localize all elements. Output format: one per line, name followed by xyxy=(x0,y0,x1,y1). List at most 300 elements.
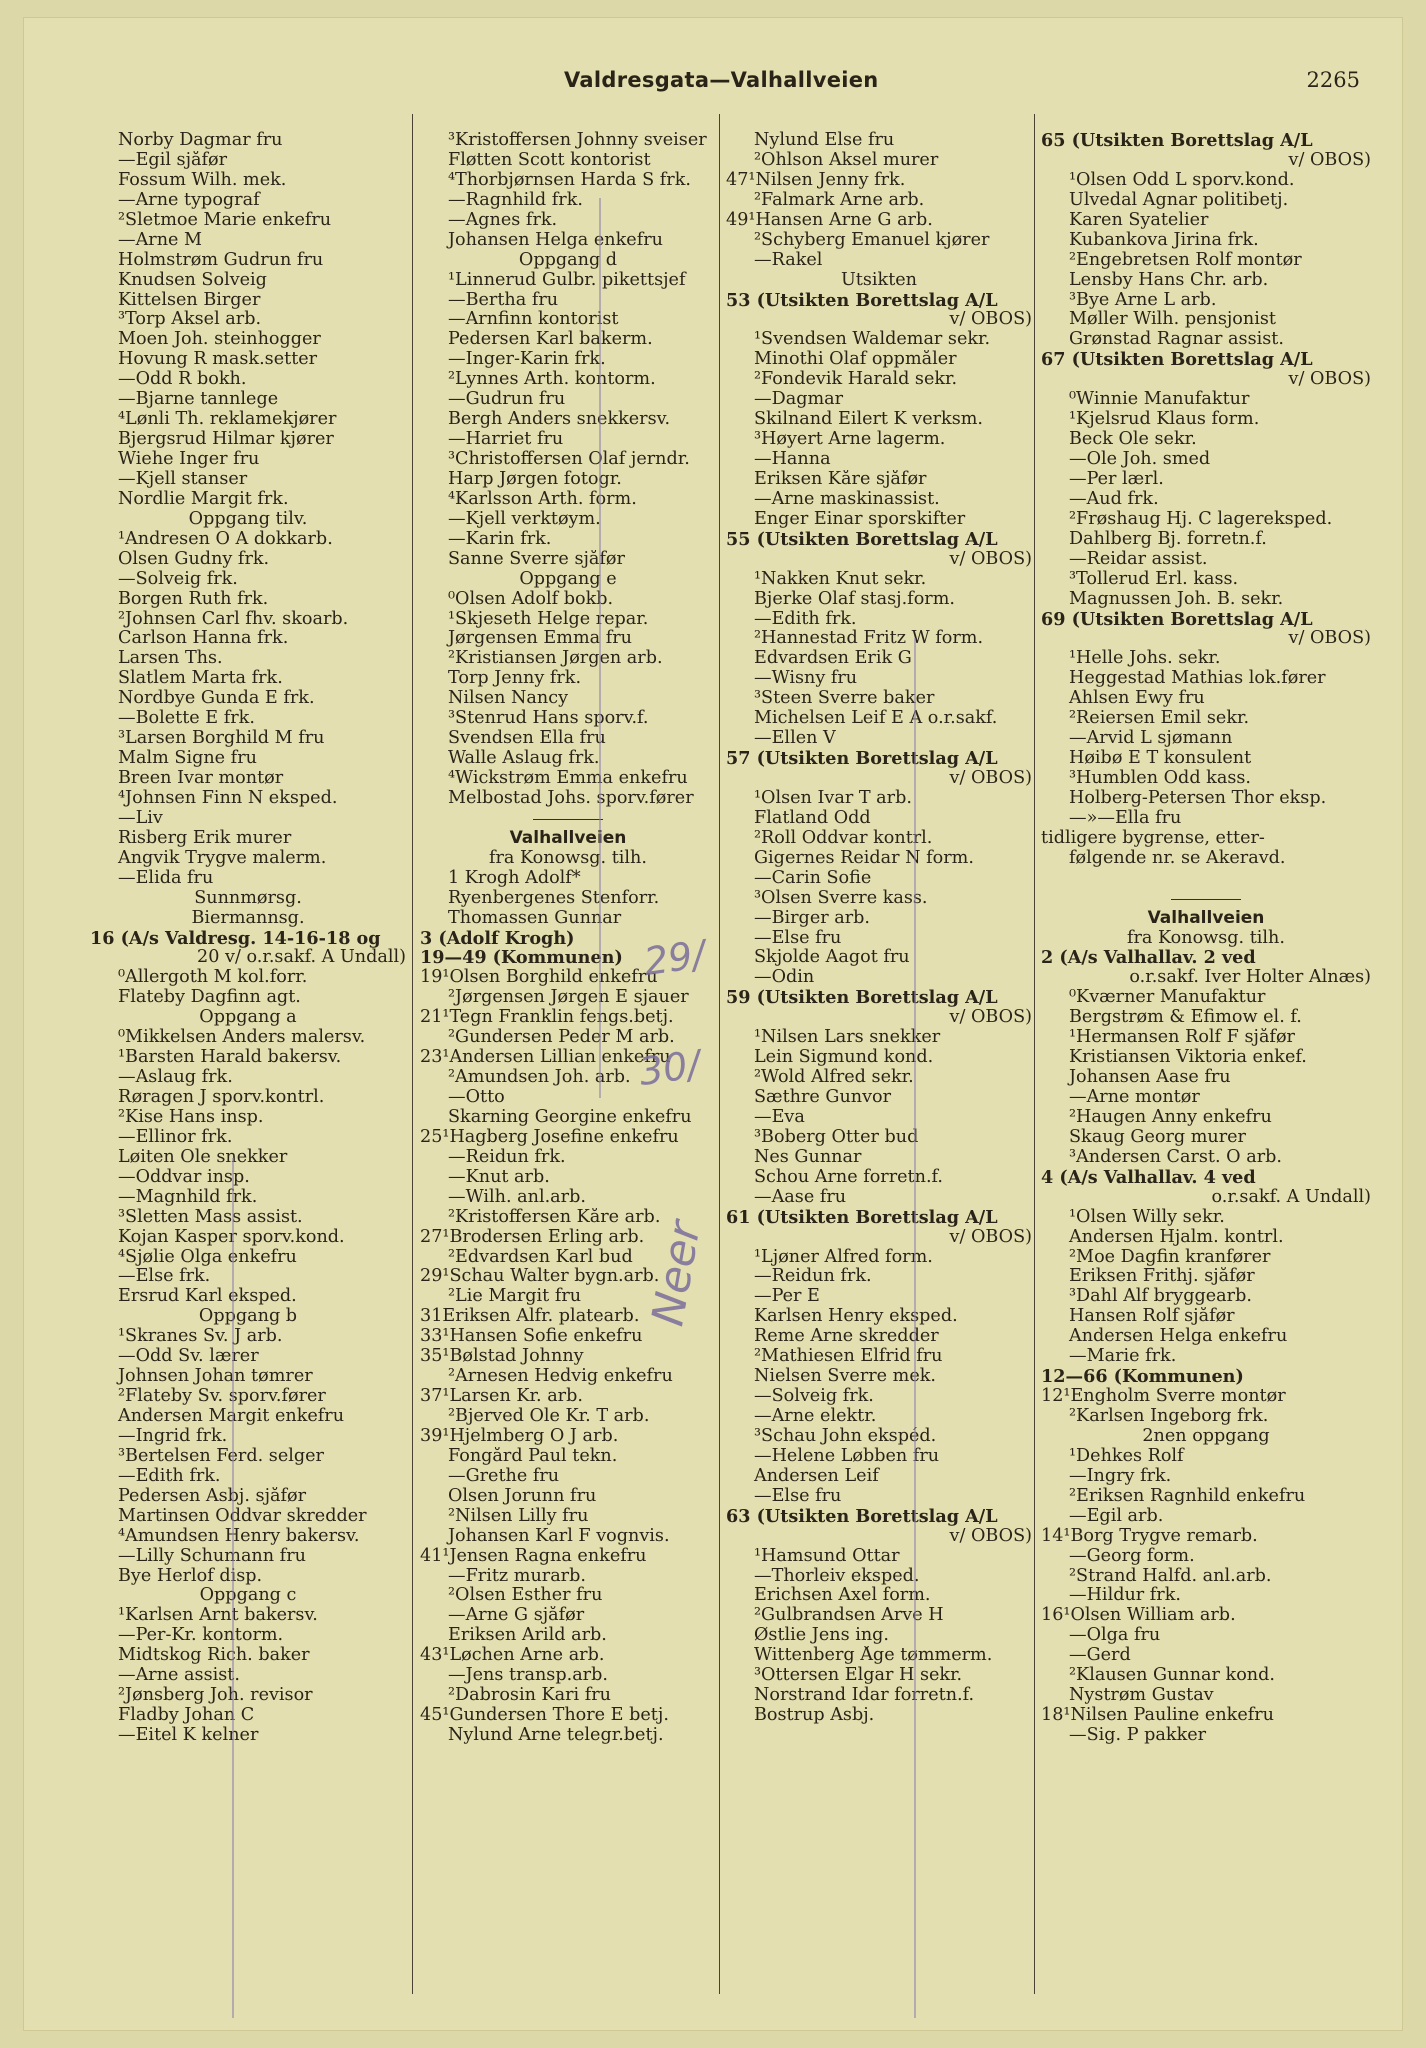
directory-entry: Skaug Georg murer xyxy=(1069,1127,1246,1147)
directory-entry: Beck Ole sekr. xyxy=(1069,430,1197,450)
directory-entry: Knudsen Solveig xyxy=(118,270,267,290)
directory-entry: 19—49 (Kommunen) xyxy=(420,948,623,969)
pencil-line xyxy=(914,638,916,2018)
directory-entry: —Georg form. xyxy=(1069,1546,1195,1566)
directory-entry: ¹Hermansen Rolf F sjåfør xyxy=(1069,1028,1295,1048)
directory-entry: Utsikten xyxy=(840,270,918,290)
directory-entry: —Edith frk. xyxy=(118,1466,221,1486)
directory-entry: ¹Svendsen Waldemar sekr. xyxy=(754,330,991,350)
directory-entry: ³Christoffersen Olaf jerndr. xyxy=(448,450,690,469)
directory-entry: ²Lie Margit fru xyxy=(448,1287,582,1307)
directory-entry: —Dagmar xyxy=(754,390,844,410)
directory-entry: Nilsen Nancy xyxy=(448,689,569,709)
directory-entry: —Eitel K kelner xyxy=(118,1726,259,1745)
directory-entry: —Kjell stanser xyxy=(118,469,248,489)
directory-entry: Moen Joh. steinhogger xyxy=(118,330,321,350)
directory-entry: Valhallveien xyxy=(509,828,627,848)
directory-entry: 12—66 (Kommunen) xyxy=(1041,1367,1244,1388)
directory-entry: v/ OBOS) xyxy=(949,1227,1032,1247)
directory-entry: v/ OBOS) xyxy=(949,310,1032,330)
directory-entry: ³Høyert Arne lagerm. xyxy=(754,430,946,450)
directory-entry: Holberg-Petersen Thor eksp. xyxy=(1069,788,1327,808)
directory-entry: Fossum Wilh. mek. xyxy=(118,170,287,190)
directory-entry: Fongård Paul tekn. xyxy=(448,1446,618,1466)
directory-entry: Norby Dagmar fru xyxy=(118,131,283,150)
directory-entry: Magnussen Joh. B. sekr. xyxy=(1069,589,1284,609)
directory-entry: Løiten Ole snekker xyxy=(118,1147,288,1167)
directory-entry: 53 (Utsikten Borettslag A/L xyxy=(726,290,998,311)
directory-entry: —Arne elektr. xyxy=(754,1407,877,1426)
directory-entry: 61 (Utsikten Borettslag A/L xyxy=(726,1207,998,1228)
directory-entry: ⁴Amundsen Henry bakersv. xyxy=(118,1526,360,1546)
directory-entry: Sunnmørsg. xyxy=(194,888,302,908)
directory-entry: fra Konowsg. tilh. xyxy=(489,848,647,868)
directory-entry xyxy=(1041,889,1371,909)
directory-entry: Edvardsen Erik G xyxy=(754,649,912,669)
directory-entry: Nystrøm Gustav xyxy=(1069,1686,1214,1706)
directory-entry: —Reidar assist. xyxy=(1069,549,1208,569)
directory-entry: fra Konowsg. tilh. xyxy=(1127,928,1285,948)
directory-entry: Andersen Helga enkefru xyxy=(1069,1327,1288,1347)
directory-entry: 19¹Olsen Borghild enkefru xyxy=(420,968,658,988)
directory-entry: Karen Syatelier xyxy=(1069,210,1209,230)
directory-entry: Hansen Rolf sjåfør xyxy=(1069,1307,1235,1327)
directory-entry: 37¹Larsen Kr. arb. xyxy=(420,1387,583,1407)
directory-entry: Heggestad Mathias lok.fører xyxy=(1069,669,1326,689)
directory-entry xyxy=(420,809,716,829)
directory-entry: Larsen Ths. xyxy=(118,649,223,669)
directory-entry: ¹Olsen Willy sekr. xyxy=(1069,1207,1225,1227)
directory-entry: ²Gulbrandsen Arve H xyxy=(754,1606,944,1626)
directory-entry: —Per-Kr. kontorm. xyxy=(118,1626,284,1646)
directory-entry: Nes Gunnar xyxy=(754,1147,862,1167)
page-header xyxy=(24,68,1402,108)
directory-entry: Skarning Georgine enkefru xyxy=(448,1107,692,1127)
directory-entry: ⁰Winnie Manufaktur xyxy=(1069,390,1250,410)
directory-entry: tidligere bygrense, etter- xyxy=(1041,828,1265,848)
directory-entry: —Arne maskinassist. xyxy=(754,489,940,509)
directory-entry: Johansen Karl F vognvis. xyxy=(448,1526,670,1546)
directory-entry: ²Kristiansen Jørgen arb. xyxy=(448,649,663,669)
directory-entry: Nylund Arne telegr.betj. xyxy=(448,1726,664,1745)
directory-entry: Høibø E T konsulent xyxy=(1069,749,1252,769)
directory-entry: ¹Barsten Harald bakersv. xyxy=(118,1048,342,1068)
directory-entry: Sæthre Gunvor xyxy=(754,1088,892,1107)
directory-entry: Carlson Hanna frk. xyxy=(118,629,289,649)
directory-entry: —Bjarne tannlege xyxy=(118,390,279,410)
directory-entry: Kojan Kasper sporv.kond. xyxy=(118,1227,345,1247)
directory-entry: Pedersen Karl bakerm. xyxy=(448,330,653,350)
directory-entry: —Ellen V xyxy=(754,729,836,749)
directory-entry: Andersen Hjalm. kontrl. xyxy=(1069,1227,1284,1247)
directory-entry: ²Roll Oddvar kontrl. xyxy=(754,828,933,848)
directory-entry: ¹Karlsen Arnt bakersv. xyxy=(118,1606,318,1626)
directory-entry: ¹Skranes Sv. J arb. xyxy=(118,1327,283,1347)
directory-entry: —»—Ella fru xyxy=(1069,808,1182,828)
directory-entry: —Gudrun fru xyxy=(448,390,566,410)
directory-entry: Nordlie Margit frk. xyxy=(118,489,289,509)
directory-entry: Breen Ivar montør xyxy=(118,769,284,788)
directory-entry: Johansen Aase fru xyxy=(1069,1068,1231,1088)
directory-entry: 41¹Jensen Ragna enkefru xyxy=(420,1546,647,1566)
directory-entry: 45¹Gundersen Thore E betj. xyxy=(420,1706,669,1726)
directory-entry: —Marie frk. xyxy=(1069,1347,1177,1367)
directory-entry: —Ingry frk. xyxy=(1069,1466,1172,1486)
directory-entry: 57 (Utsikten Borettslag A/L xyxy=(726,749,998,769)
directory-entry: Fløtten Scott kontorist xyxy=(448,150,651,170)
directory-entry: ³Sletten Mass assist. xyxy=(118,1207,303,1227)
directory-entry: 21¹Tegn Franklin fengs.betj. xyxy=(420,1008,674,1028)
directory-entry: o.r.sakf. A Undall) xyxy=(1211,1187,1371,1207)
directory-entry: 29¹Schau Walter bygn.arb. xyxy=(420,1267,660,1287)
directory-entry: Torp Jenny frk. xyxy=(448,669,582,689)
column-divider xyxy=(1034,114,1035,1994)
directory-entry: ²Dabrosin Kari fru xyxy=(448,1686,612,1706)
column-3 xyxy=(726,131,1032,1726)
directory-entry: Eriksen Frithj. sjåfør xyxy=(1069,1267,1255,1287)
directory-entry: Valhallveien xyxy=(1147,908,1265,928)
directory-entry: ¹Hamsund Ottar xyxy=(754,1546,900,1566)
directory-entry: 3 (Adolf Krogh) xyxy=(420,928,575,949)
pencil-mark: 29/ xyxy=(641,931,708,985)
directory-entry: —Hildur frk. xyxy=(1069,1586,1181,1606)
directory-entry: v/ OBOS) xyxy=(949,1008,1032,1028)
directory-entry: ⁴Wickstrøm Emma enkefru xyxy=(448,769,688,788)
directory-entry: —Arne M xyxy=(118,230,203,250)
directory-entry: —Thorleiv eksped. xyxy=(754,1566,920,1586)
page-title: Valdresgata—Valhallveien xyxy=(564,68,879,92)
directory-entry: 59 (Utsikten Borettslag A/L xyxy=(726,988,998,1009)
directory-entry: —Per lærl. xyxy=(1069,469,1164,489)
directory-entry: ⁰Kværner Manufaktur xyxy=(1069,988,1266,1008)
directory-entry: —Hanna xyxy=(754,450,831,469)
directory-entry: —Aslaug frk. xyxy=(118,1068,233,1088)
directory-entry: Slatlem Marta frk. xyxy=(118,669,283,689)
directory-entry: ²Haugen Anny enkefru xyxy=(1069,1107,1272,1127)
directory-entry: Johnsen Johan tømrer xyxy=(118,1367,313,1387)
directory-entry: Ahlsen Ewy fru xyxy=(1069,689,1205,709)
directory-entry: 49¹Hansen Arne G arb. xyxy=(726,210,933,230)
directory-entry: —Sig. P pakker xyxy=(1069,1726,1207,1745)
directory-entry: —Odin xyxy=(754,968,815,988)
directory-entry: Michelsen Leif E A o.r.sakf. xyxy=(754,709,998,729)
directory-entry: 39¹Hjelmberg O J arb. xyxy=(420,1426,619,1446)
directory-entry: Nordbye Gunda E frk. xyxy=(118,689,315,709)
directory-entry: 14¹Borg Trygve remarb. xyxy=(1041,1526,1258,1546)
directory-entry: Bjerke Olaf stasj.form. xyxy=(754,589,955,609)
directory-entry: ²Fondevik Harald sekr. xyxy=(754,370,958,390)
directory-entry: v/ OBOS) xyxy=(1288,629,1371,649)
directory-entry: Holmstrøm Gudrun fru xyxy=(118,250,324,270)
directory-entry: —Ragnhild frk. xyxy=(448,190,583,210)
directory-entry: v/ OBOS) xyxy=(949,549,1032,569)
directory-entry: Eriksen Kåre sjåfør xyxy=(754,469,927,489)
directory-entry: Andersen Margit enkefru xyxy=(118,1407,345,1426)
directory-entry: ⁴Johnsen Finn N eksped. xyxy=(118,788,338,808)
directory-entry: —Rakel xyxy=(754,250,823,270)
directory-entry: 4 (A/s Valhallav. 4 ved xyxy=(1041,1167,1256,1188)
directory-entry: ²Wold Alfred sekr. xyxy=(754,1068,914,1088)
directory-entry: ³Schau John ekspéd. xyxy=(754,1426,937,1446)
directory-entry: ²Jørgensen Jørgen E sjauer xyxy=(448,988,689,1008)
directory-entry: ¹Linnerud Gulbr. pikettsjef xyxy=(448,270,686,290)
directory-entry: 35¹Bølstad Johnny xyxy=(420,1347,584,1367)
directory-entry: ²Olsen Esther fru xyxy=(448,1586,603,1606)
directory-entry: Erichsen Axel form. xyxy=(754,1586,931,1606)
directory-entry: Røragen J sporv.kontrl. xyxy=(118,1088,325,1107)
directory-entry: Borgen Ruth frk. xyxy=(118,589,269,609)
directory-entry: Risberg Erik murer xyxy=(118,828,292,848)
directory-entry: —Solveig frk. xyxy=(754,1387,874,1407)
directory-entry: —Egil sjåfør xyxy=(118,150,228,170)
directory-entry: ²Klausen Gunnar kond. xyxy=(1069,1666,1275,1686)
directory-entry: ²Amundsen Joh. arb. xyxy=(448,1068,631,1088)
column-1 xyxy=(90,131,406,1746)
directory-entry: Flateby Dagfinn agt. xyxy=(118,988,301,1008)
directory-entry: ²Mathiesen Elfrid fru xyxy=(754,1347,943,1367)
directory-entry: 27¹Brodersen Erling arb. xyxy=(420,1227,645,1247)
directory-entry: ²Nilsen Lilly fru xyxy=(448,1506,589,1526)
directory-entry: 2 (A/s Valhallav. 2 ved xyxy=(1041,948,1256,969)
directory-entry: ²Flateby Sv. sporv.fører xyxy=(118,1387,326,1407)
directory-entry: ¹Olsen Odd L sporv.kond. xyxy=(1069,170,1295,190)
directory-entry: Johansen Helga enkefru xyxy=(448,230,663,250)
column-4 xyxy=(1041,131,1371,1746)
directory-entry: v/ OBOS) xyxy=(949,769,1032,788)
directory-entry: ³Boberg Otter bud xyxy=(754,1127,919,1147)
directory-entry: Jørgensen Emma fru xyxy=(448,629,632,649)
directory-entry: —Bolette E frk. xyxy=(118,709,255,729)
directory-entry: Olsen Gudny frk. xyxy=(118,549,270,569)
directory-entry: 25¹Hagberg Josefine enkefru xyxy=(420,1127,679,1147)
directory-entry: ³Torp Aksel arb. xyxy=(118,310,262,330)
directory-entry: Andersen Leif xyxy=(754,1466,879,1486)
directory-entry: Schou Arne forretn.f. xyxy=(754,1167,944,1187)
directory-entry: Olsen Jorunn fru xyxy=(448,1486,597,1506)
pencil-mark: Neer xyxy=(642,1217,711,1330)
directory-entry: Thomassen Gunnar xyxy=(448,908,622,928)
directory-entry: —Otto xyxy=(448,1088,505,1107)
directory-entry: ⁴Sjølie Olga enkefru xyxy=(118,1247,297,1267)
directory-entry: ¹Ljøner Alfred form. xyxy=(754,1247,933,1267)
directory-entry: 65 (Utsikten Borettslag A/L xyxy=(1041,131,1313,151)
directory-entry: ¹Helle Johs. sekr. xyxy=(1069,649,1221,669)
directory-page xyxy=(24,18,1402,2030)
directory-entry: 33¹Hansen Sofie enkefru xyxy=(420,1327,643,1347)
directory-entry: ¹Skjeseth Helge repar. xyxy=(448,609,649,629)
directory-entry: 31Eriksen Alfr. platearb. xyxy=(420,1307,640,1327)
directory-entry: ³Stenrud Hans sporv.f. xyxy=(448,709,649,729)
directory-entry: —Arnfinn kontorist xyxy=(448,310,619,330)
directory-entry: ¹Olsen Ivar T arb. xyxy=(754,788,912,808)
directory-entry: Midtskog Rich. baker xyxy=(118,1646,310,1666)
directory-entry: v/ OBOS) xyxy=(1288,370,1371,390)
page-number: 2265 xyxy=(1306,68,1360,92)
directory-entry: 1 Krogh Adolf* xyxy=(448,868,581,888)
directory-entry: Bye Herlof disp. xyxy=(118,1566,263,1586)
directory-entry: —Birger arb. xyxy=(754,908,870,928)
directory-entry: Oppgang d xyxy=(518,250,618,270)
directory-entry: ³Bye Arne L arb. xyxy=(1069,290,1217,310)
directory-entry: —Eva xyxy=(754,1107,805,1127)
directory-entry: —Inger-Karin frk. xyxy=(448,350,606,370)
directory-entry: Gigernes Reidar N form. xyxy=(754,848,974,868)
directory-entry: ²Gundersen Peder M arb. xyxy=(448,1028,675,1048)
directory-entry: ²Strand Halfd. anl.arb. xyxy=(1069,1566,1272,1586)
directory-entry: —Arne montør xyxy=(1069,1088,1200,1107)
directory-entry: 47¹Nilsen Jenny frk. xyxy=(726,170,906,190)
directory-entry: ²Johnsen Carl fhv. skoarb. xyxy=(118,609,349,629)
pencil-line xyxy=(232,1158,234,2018)
directory-entry: —Arne G sjåfør xyxy=(448,1606,585,1626)
directory-entry: Angvik Trygve malerm. xyxy=(118,848,327,868)
directory-entry: —Agnes frk. xyxy=(448,210,558,230)
directory-entry: Biermannsg. xyxy=(191,908,305,928)
directory-entry: —Ingrid frk. xyxy=(118,1426,228,1446)
directory-entry: ²Frøshaug Hj. C lagereksped. xyxy=(1069,509,1333,529)
directory-entry: Karlsen Henry eksped. xyxy=(754,1307,958,1327)
directory-entry: ²Engebretsen Rolf montør xyxy=(1069,250,1302,270)
directory-entry: —Harriet fru xyxy=(448,430,564,450)
directory-entry: ²Eriksen Ragnhild enkefru xyxy=(1069,1486,1306,1506)
pencil-line xyxy=(599,198,601,1098)
directory-entry: ¹Andresen O A dokkarb. xyxy=(118,529,333,549)
directory-entry: ²Edvardsen Karl bud xyxy=(448,1247,633,1267)
directory-entry: Melbostad Johs. sporv.fører xyxy=(448,788,694,808)
directory-entry: ³Steen Sverre baker xyxy=(754,689,935,709)
directory-entry: —Elida fru xyxy=(118,868,214,888)
directory-entry: v/ OBOS) xyxy=(949,1526,1032,1546)
directory-entry: Wittenberg Åge tømmerm. xyxy=(754,1646,993,1666)
directory-entry: Bergh Anders snekkersv. xyxy=(448,410,671,430)
directory-entry: ²Falmark Arne arb. xyxy=(754,190,925,210)
directory-entry: Norstrand Idar forretn.f. xyxy=(754,1686,975,1706)
directory-entry: 2nen oppgang xyxy=(1142,1426,1270,1446)
directory-entry: —Else fru xyxy=(754,1486,842,1506)
directory-entry: ⁴Lønli Th. reklamekjører xyxy=(118,410,337,430)
directory-entry: ²Schyberg Emanuel kjører xyxy=(754,230,990,250)
directory-entry: Oppgang a xyxy=(199,1008,297,1028)
directory-entry: Lein Sigmund kond. xyxy=(754,1048,934,1068)
directory-entry: —Else frk. xyxy=(118,1267,211,1287)
directory-entry: Ersrud Karl eksped. xyxy=(118,1287,297,1307)
directory-entry: 55 (Utsikten Borettslag A/L xyxy=(726,529,998,550)
directory-entry: ³Andersen Carst. O arb. xyxy=(1069,1147,1282,1167)
directory-entry: ²Lynnes Arth. kontorm. xyxy=(448,370,656,390)
directory-entry: Svendsen Ella fru xyxy=(448,729,606,749)
directory-entry: v/ OBOS) xyxy=(1288,150,1371,170)
directory-entry: Bjergsrud Hilmar kjører xyxy=(118,430,334,450)
directory-entry: Oppgang tilv. xyxy=(188,509,308,529)
directory-entry: Nielsen Sverre mek. xyxy=(754,1367,937,1387)
directory-entry: ¹Kjelsrud Klaus form. xyxy=(1069,410,1260,430)
directory-entry: —Odd Sv. lærer xyxy=(118,1347,259,1367)
directory-entry: ²Kise Hans insp. xyxy=(118,1107,264,1127)
directory-entry: Grønstad Ragnar assist. xyxy=(1069,330,1284,350)
directory-entry: Kittelsen Birger xyxy=(118,290,261,310)
directory-entry: 43¹Løchen Arne arb. xyxy=(420,1646,605,1666)
directory-entry: —Jens transp.arb. xyxy=(448,1666,608,1686)
directory-entry: —Egil arb. xyxy=(1069,1506,1164,1526)
directory-entry: —Per E xyxy=(754,1287,820,1307)
directory-entry: ⁰Allergoth M kol.forr. xyxy=(118,968,308,988)
directory-entry: Kristiansen Viktoria enkef. xyxy=(1069,1048,1307,1068)
directory-entry: ²Arnesen Hedvig enkefru xyxy=(448,1367,673,1387)
column-divider xyxy=(412,114,413,1994)
directory-entry: Oppgang b xyxy=(198,1307,298,1327)
directory-entry: 16 (A/s Valdresg. 14-16-18 og xyxy=(90,928,381,949)
directory-entry: ³Dahl Alf bryggearb. xyxy=(1069,1287,1252,1307)
directory-entry xyxy=(1041,869,1371,889)
directory-entry: —Lilly Schumann fru xyxy=(118,1546,306,1566)
directory-entry: ²Reiersen Emil sekr. xyxy=(1069,709,1250,729)
directory-entry: —Else fru xyxy=(754,928,842,948)
directory-entry: —Ole Joh. smed xyxy=(1069,450,1211,469)
directory-entry: —Reidun frk. xyxy=(448,1147,566,1167)
directory-entry: Reme Arne skredder xyxy=(754,1327,939,1347)
directory-entry: —Arne assist. xyxy=(118,1666,240,1686)
directory-entry: Sanne Sverre sjåfør xyxy=(448,549,625,569)
directory-entry: ²Sletmoe Marie enkefru xyxy=(118,210,332,230)
directory-entry: 20 v/ o.r.sakf. A Undall) xyxy=(197,948,406,968)
column-divider xyxy=(719,114,720,1994)
directory-entry: —Aase fru xyxy=(754,1187,847,1207)
directory-entry: ³Larsen Borghild M fru xyxy=(118,729,325,749)
directory-entry: —Magnhild frk. xyxy=(118,1187,258,1207)
directory-entry: ²Karlsen Ingeborg frk. xyxy=(1069,1407,1269,1426)
directory-entry: Oppgang e xyxy=(519,569,617,589)
directory-entry: ⁰Mikkelsen Anders malersv. xyxy=(118,1028,366,1048)
directory-entry: ²Moe Dagfin kranfører xyxy=(1069,1247,1271,1267)
directory-entry: 16¹Olsen William arb. xyxy=(1041,1606,1236,1626)
directory-entry: Ulvedal Agnar politibetj. xyxy=(1069,190,1289,210)
directory-entry: 67 (Utsikten Borettslag A/L xyxy=(1041,350,1313,371)
directory-entry: ³Olsen Sverre kass. xyxy=(754,888,928,908)
directory-entry: ¹Nilsen Lars snekker xyxy=(754,1028,941,1048)
directory-entry: —Arne typograf xyxy=(118,190,260,210)
directory-entry: —Olga fru xyxy=(1069,1626,1161,1646)
directory-entry: Kubankova Jirina frk. xyxy=(1069,230,1259,250)
directory-entry: Martinsen Oddvar skredder xyxy=(118,1506,367,1526)
directory-entry: 23¹Andersen Lillian enkefru xyxy=(420,1048,671,1068)
directory-entry: Enger Einar sporskifter xyxy=(754,509,966,529)
directory-entry: —Fritz murarb. xyxy=(448,1566,586,1586)
directory-entry: ²Ohlson Aksel murer xyxy=(754,150,939,170)
directory-entry: —Karin frk. xyxy=(448,529,552,549)
directory-entry: —Aud frk. xyxy=(1069,489,1159,509)
directory-entry: Nylund Else fru xyxy=(754,131,895,150)
directory-entry: 12¹Engholm Sverre montør xyxy=(1041,1387,1286,1407)
directory-entry: Dahlberg Bj. forretn.f. xyxy=(1069,529,1267,549)
directory-entry: Møller Wilh. pensjonist xyxy=(1069,310,1276,330)
directory-entry: —Bertha fru xyxy=(448,290,559,310)
directory-entry: ⁴Karlsson Arth. form. xyxy=(448,489,637,509)
directory-entry: Skilnand Eilert K verksm. xyxy=(754,410,984,430)
directory-entry: ²Hannestad Fritz W form. xyxy=(754,629,984,649)
directory-entry: Harp Jørgen fotogr. xyxy=(448,469,622,489)
directory-entry: Wiehe Inger fru xyxy=(118,450,260,469)
directory-entry: Skjolde Aagot fru xyxy=(754,948,910,968)
directory-entry: ²Jønsberg Joh. revisor xyxy=(118,1686,313,1706)
directory-entry: Hovung R mask.setter xyxy=(118,350,318,370)
directory-entry: ²Kristoffersen Kåre arb. xyxy=(448,1207,661,1227)
directory-entry: o.r.sakf. Iver Holter Alnæs) xyxy=(1129,968,1371,988)
directory-entry: 18¹Nilsen Pauline enkefru xyxy=(1041,1706,1274,1726)
directory-entry: —Wisny fru xyxy=(754,669,858,689)
directory-entry: Lensby Hans Chr. arb. xyxy=(1069,270,1269,290)
directory-entry: Bostrup Asbj. xyxy=(754,1706,875,1726)
directory-entry: ³Kristoffersen Johnny sveiser xyxy=(448,131,707,150)
